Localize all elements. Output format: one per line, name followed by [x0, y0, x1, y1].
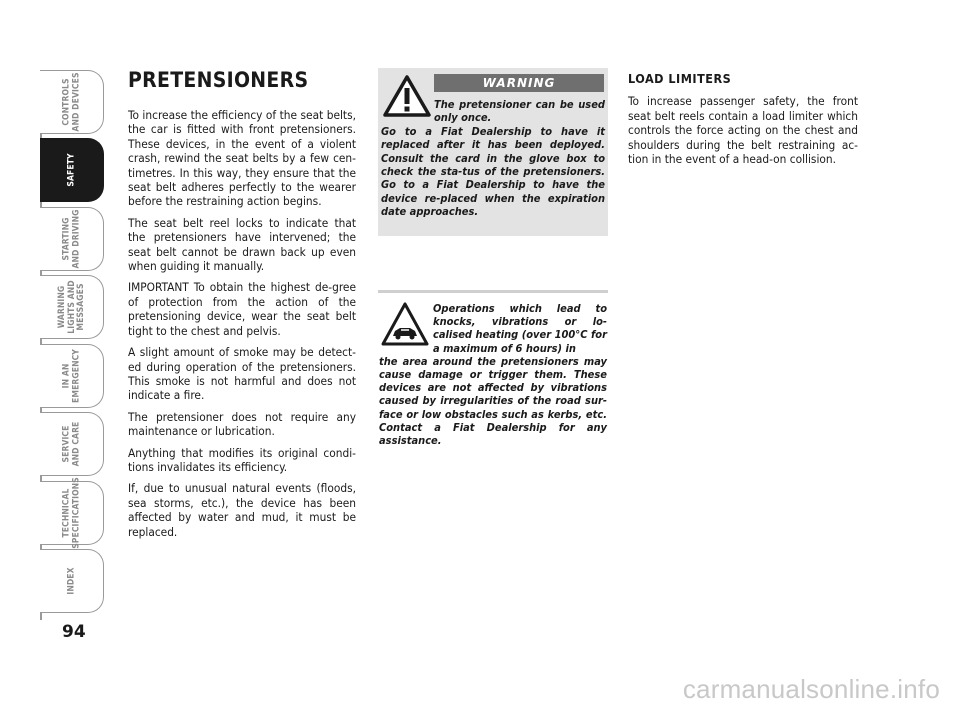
tab-controls-and-devices[interactable]: CONTROLS AND DEVICES [40, 70, 104, 134]
section-title: LOAD LIMITERS [628, 71, 732, 86]
paragraph: IMPORTANT To obtain the highest de-gree of protection from the action of the pretensioning device, wear the seat belt tight to the chest and pelvis. [128, 280, 356, 338]
warning-label: WARNING [434, 74, 604, 92]
tab-in-an-emergency[interactable]: IN AN EMERGENCY [40, 344, 104, 408]
paragraph: A slight amount of smoke may be detect-ed during operation of the pretensioners. This smoke is not harmful and does not indicate a fire. [128, 345, 356, 403]
tab-index[interactable]: INDEX [40, 549, 104, 613]
paragraph: The pretensioner does not require any maintenance or lubrication. [128, 409, 356, 439]
pretensioners-section [128, 68, 356, 546]
paragraph: To increase passenger safety, the front seat belt reels contain a load limiter which controls the force acting on the chest and shoulders during the belt restraining ac-tion in the event of a head-on collision. [628, 94, 858, 167]
paragraph: Anything that modifies its original condi-tions invalidates its efficiency. [128, 445, 356, 474]
watermark: carmanualsonline.info [682, 674, 940, 704]
section-title: PRETENSIONERS [128, 68, 309, 92]
paragraph: The seat belt reel locks to indicate that the pretensioners have intervened; the seat belt cannot be drawn back up even when guiding it manually. [128, 215, 356, 274]
divider [378, 290, 608, 293]
caution-text: Operations which lead to knocks, vibrations or lo-calised heating (over 100°C for a maximum of 6 hours) in the area around the pretensioners may cause damage or trigger them. These devices are not affected by vibrations caused by irregularities of the road sur-face or low obstacles such as kerbs, etc. Contact a Fiat Dealership for any assistance. [379, 302, 607, 448]
tab-technical-specifications[interactable]: TECHNICAL SPECIFICATIONS [40, 481, 104, 545]
tab-service-and-care[interactable]: SERVICE AND CARE [40, 412, 104, 476]
paragraph: If, due to unusual natural events (floods, sea storms, etc.), the device has been affected by water and mud, it must be replaced. [128, 481, 356, 539]
paragraph: To increase the efficiency of the seat belts, the car is fitted with front pretensioners. These devices, in the event of a violent crash, rewind the seat belts by a few cen-timetres. In this way, they ensure that the seat belt adheres perfectly to the wearer before the restraining action begins. [128, 108, 356, 209]
tab-starting-and-driving[interactable]: STARTING AND DRIVING [40, 207, 104, 271]
tab-safety[interactable]: SAFETY [40, 138, 104, 202]
tab-warning-lights-and-messages[interactable]: WARNING LIGHTS AND MESSAGES [40, 275, 104, 339]
warning-text: The pretensioner can be used only once. Go to a Fiat Dealership to have it replaced after it has been deployed. Consult the card in the glove box to check the sta-tus of the pretensioners. Go to a Fiat Dealership to have the device re-placed when the expiration date approaches. [381, 98, 605, 219]
load-limiters-section [628, 72, 858, 166]
page-number: 94 [62, 622, 86, 642]
